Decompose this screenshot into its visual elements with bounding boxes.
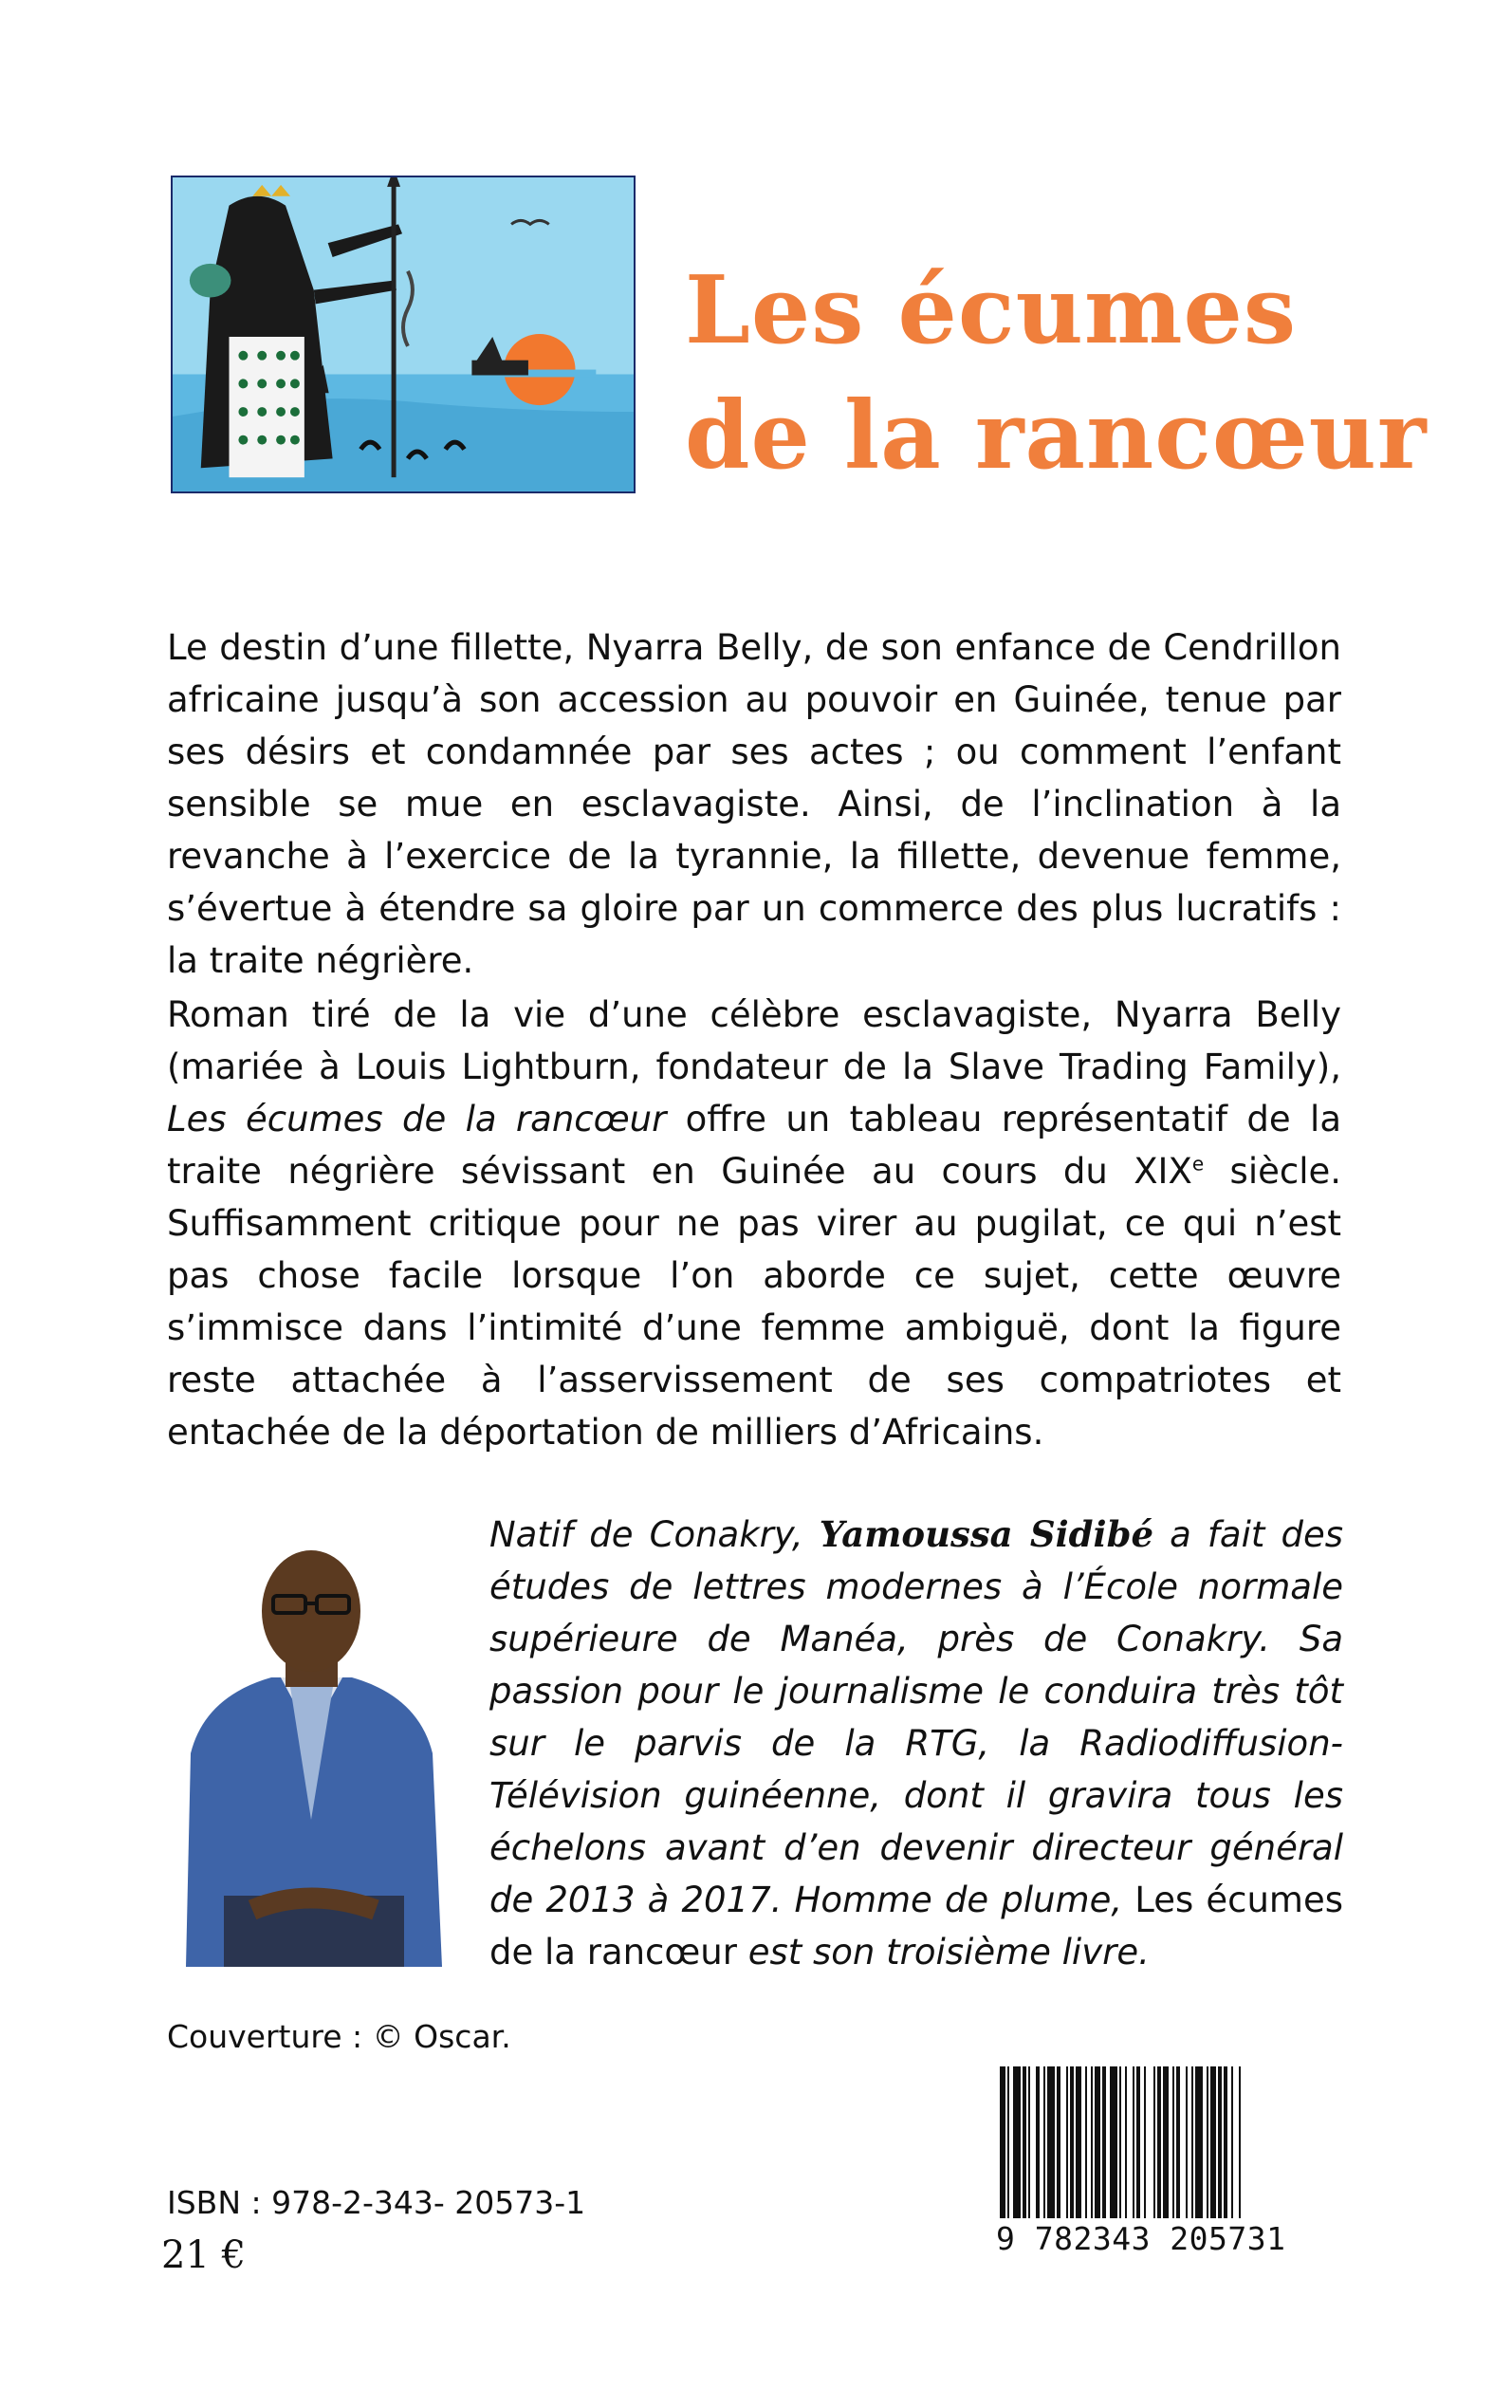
barcode-bar	[1218, 2066, 1222, 2218]
author-photo	[167, 1535, 456, 1967]
barcode-bar	[1136, 2066, 1140, 2218]
barcode-bar	[1091, 2066, 1093, 2218]
barcode-bar	[1207, 2066, 1208, 2218]
century-superscript: e	[1191, 1152, 1205, 1176]
synopsis-p2-mid: offre un tableau représentatif de la traite négrière sévissant en Guinée au cours du XIX	[167, 1099, 1341, 1192]
title-line-1: Les écumes	[685, 256, 1298, 365]
barcode-bar	[1186, 2066, 1188, 2218]
barcode-bar	[1195, 2066, 1203, 2218]
synopsis-p2-end: siècle. Suffisamment critique pour ne pas virer au pugilat, ce qui n’est pas chose facile lorsque l’on aborde ce sujet, cette œuvre s’immisce dans l’intimité d’une femme ambiguë, dont la figure reste attachée à l’asservissement de ses compatriotes et entachée de la déportation de milliers d’Africains.	[167, 1151, 1342, 1453]
bio-start: Natif de Conakry,	[489, 1514, 803, 1555]
barcode-bar	[1047, 2066, 1055, 2218]
title-line-2: de la rancœur	[685, 381, 1428, 491]
author-bio	[489, 1509, 1343, 1978]
barcode-bar	[1224, 2066, 1227, 2218]
barcode-bar	[1036, 2066, 1040, 2218]
barcode-bar	[1119, 2066, 1121, 2218]
barcode-bar	[1085, 2066, 1087, 2218]
barcode-bar	[1125, 2066, 1127, 2218]
barcode-bar	[1191, 2066, 1193, 2218]
barcode-bar	[1157, 2066, 1161, 2218]
cover-illustration	[171, 176, 636, 493]
barcode-bar	[1043, 2066, 1045, 2218]
book-title	[685, 249, 1501, 499]
barcode-bar	[1176, 2066, 1180, 2218]
synopsis-p2-book-title: Les écumes de la rancœur	[167, 1099, 667, 1139]
barcode-bar	[1133, 2066, 1134, 2218]
barcode-bar	[1028, 2066, 1030, 2218]
author-name: Yamoussa Sidibé	[819, 1513, 1153, 1555]
barcode-bar	[1095, 2066, 1100, 2218]
cover-credit: Couverture : © Oscar.	[167, 2018, 511, 2055]
bio-book-title: Les écumes de la rancœur	[489, 1880, 1344, 1973]
bio-end: est son troisième livre.	[747, 1932, 1150, 1973]
bio-mid: a fait des études de lettres modernes à l’École normale supérieure de Manéa, près de Conakry. Sa passion pour le journalisme le conduira très tôt sur le parvis de la RTG, la Radiodiffusion-Télévision guinéenne, dont il gravira tous les échelons avant d’en devenir directeur général de 2013 à 2017. Homme de plume,	[489, 1514, 1343, 1920]
barcode-bar	[1070, 2066, 1074, 2218]
isbn: ISBN : 978-2-343- 20573-1	[167, 2184, 586, 2221]
barcode-bar	[1023, 2066, 1026, 2218]
barcode-bar	[1057, 2066, 1060, 2218]
barcode-bar	[1231, 2066, 1233, 2218]
barcode-bar	[1076, 2066, 1081, 2218]
barcode-bar	[1172, 2066, 1174, 2218]
barcode-bar	[1144, 2066, 1146, 2218]
barcode-bar	[1210, 2066, 1216, 2218]
barcode-bar	[1102, 2066, 1106, 2218]
synopsis-paragraph-1: Le destin d’une fillette, Nyarra Belly, de son enfance de Cendrillon africaine jusqu’à son accession au pouvoir en Guinée, tenue par ses désirs et condamnée par ses actes ; ou comment l’enfant sensible se mue en esclavagiste. Ainsi, de l’inclination à la revanche à l’exercice de la tyrannie, la fillette, devenue femme, s’évertue à étendre sa gloire par un commerce des plus lucratifs : la traite négrière.	[167, 627, 1341, 981]
barcode-bar	[1013, 2066, 1021, 2218]
barcode-bar	[1007, 2066, 1009, 2218]
barcode-bar	[1110, 2066, 1117, 2218]
synopsis-paragraph-2	[167, 989, 1341, 1458]
price: 21 €	[161, 2233, 247, 2277]
barcode-bar	[1000, 2066, 1005, 2218]
barcode-bar	[1239, 2066, 1241, 2218]
barcode-bar	[1153, 2066, 1155, 2218]
barcode-bar	[1163, 2066, 1169, 2218]
barcode-bar	[1066, 2066, 1068, 2218]
barcode-number: 9 782343 205731	[994, 2220, 1347, 2258]
synopsis-p2-start: Roman tiré de la vie d’une célèbre esclavagiste, Nyarra Belly (mariée à Louis Lightburn, fondateur de la Slave Trading Family),	[167, 994, 1341, 1087]
